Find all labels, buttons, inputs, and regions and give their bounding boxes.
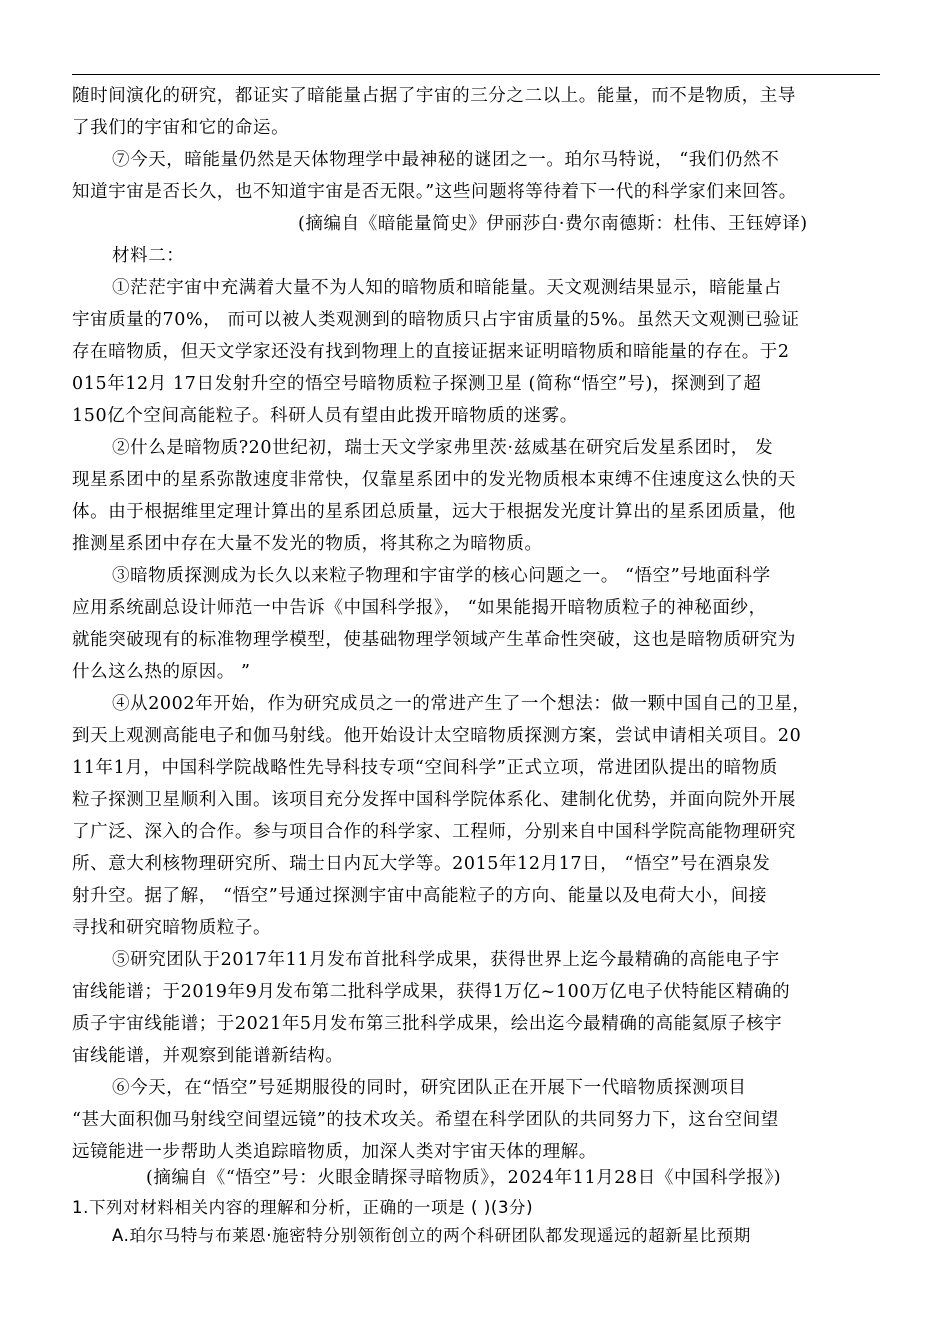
text-line: 到天上观测高能电子和伽马射线。他开始设计太空暗物质探测方案，尝试申请相关项目。20 (72, 726, 802, 746)
text-line: 什么这么热的原因。 ” (72, 662, 251, 682)
header-rule (72, 74, 880, 75)
text-line: 宙线能谱；于2019年9月发布第二批科学成果，获得1万亿~100万亿电子伏特能区精确的 (72, 982, 791, 1002)
question-1-option-a: A.珀尔马特与布莱恩·施密特分别领衔创立的两个科研团队都发现遥远的超新星比预期 (112, 1226, 751, 1245)
text-line: 存在暗物质，但天文学家还没有找到物理上的直接证据来证明暗物质和暗能量的存在。于2 (72, 342, 790, 362)
paragraph-3-line: ③暗物质探测成为长久以来粒子物理和宇宙学的核心问题之一。 “悟空”号地面科学 (112, 566, 771, 586)
text-line: 11年1月，中国科学院战略性先导科技专项“空间科学”正式立项，常进团队提出的暗物质 (72, 758, 778, 778)
text-line: 就能突破现有的标准物理学模型，使基础物理学领域产生革命性突破，这也是暗物质研究为 (72, 630, 796, 650)
text-line: 所、意大利核物理研究所、瑞士日内瓦大学等。2015年12月17日， “悟空”号在酒泉发 (72, 854, 771, 874)
text-line: 015年12月 17日发射升空的悟空号暗物质粒子探测卫星 (简称“悟空”号)，探测到了超 (72, 374, 762, 394)
text-line: 粒子探测卫星顺利入围。该项目充分发挥中国科学院体系化、建制化优势，并面向院外开展 (72, 790, 796, 810)
paragraph-5-line: ⑤研究团队于2017年11月发布首批科学成果，获得世界上迄今最精确的高能电子宇 (112, 950, 780, 970)
paragraph-1-line: ①茫茫宇宙中充满着大量不为人知的暗物质和暗能量。天文观测结果显示，暗能量占 (112, 278, 782, 298)
source-citation-2: (摘编自《“悟空”号：火眼金睛探寻暗物质》，2024年11月28日《中国科学报》) (146, 1168, 782, 1188)
text-line: “甚大面积伽马射线空间望远镜”的技术攻关。希望在科学团队的共同努力下，这台空间望 (72, 1110, 779, 1130)
paragraph-7-line: ⑦今天，暗能量仍然是天体物理学中最神秘的谜团之一。珀尔马特说， “我们仍然不 (112, 150, 780, 170)
text-line: 了广泛、深入的合作。参与项目合作的科学家、工程师，分别来自中国科学院高能物理研究 (72, 822, 796, 842)
text-line: 射升空。据了解， “悟空”号通过探测宇宙中高能粒子的方向、能量以及电荷大小，间接 (72, 886, 767, 906)
text-line: 150亿个空间高能粒子。科研人员有望由此拨开暗物质的迷雾。 (72, 406, 578, 426)
text-line: 知道宇宙是否长久，也不知道宇宙是否无限。”这些问题将等待着下一代的科学家们来回答。 (72, 182, 797, 202)
material-2-heading: 材料二： (112, 246, 185, 266)
text-line: 寻找和研究暗物质粒子。 (72, 918, 272, 938)
text-line: 推测星系团中存在大量不发光的物质，将其称之为暗物质。 (72, 534, 543, 554)
text-line: 远镜能进一步帮助人类追踪暗物质，加深人类对宇宙天体的理解。 (72, 1142, 597, 1162)
question-1: 1.下列对材料相关内容的理解和分析，正确的一项是 ( )(3分) (72, 1198, 534, 1217)
text-line: 了我们的宇宙和它的命运。 (72, 118, 290, 138)
text-line: 宇宙质量的70%， 而可以被人类观测到的暗物质只占宇宙质量的5%。虽然天文观测已验证 (72, 310, 800, 330)
text-line: 宙线能谱，并观察到能谱新结构。 (72, 1046, 344, 1066)
text-line: 随时间演化的研究，都证实了暗能量占据了宇宙的三分之二以上。能量，而不是物质，主导 (72, 86, 796, 106)
paragraph-6-line: ⑥今天，在“悟空”号延期服役的同时，研究团队正在开展下一代暗物质探测项目 (112, 1078, 747, 1098)
document-page (72, 0, 882, 1343)
text-line: 体。由于根据维里定理计算出的星系团总质量，远大于根据发光度计算出的星系团质量，他 (72, 502, 796, 522)
source-citation-1: (摘编自《暗能量简史》伊丽莎白·费尔南德斯：杜伟、王钰婷译) (298, 214, 808, 234)
text-line: 应用系统副总设计师范一中告诉《中国科学报》， “如果能揭开暗物质粒子的神秘面纱， (72, 598, 767, 618)
paragraph-2-line: ②什么是暗物质?20世纪初，瑞士天文学家弗里茨·兹威基在研究后发星系团时， 发 (112, 438, 774, 458)
text-line: 现星系团中的星系弥散速度非常快，仅靠星系团中的发光物质根本束缚不住速度这么快的天 (72, 470, 796, 490)
text-line: 质子宇宙线能谱；于2021年5月发布第三批科学成果，绘出迄今最精确的高能氦原子核宇 (72, 1014, 783, 1034)
paragraph-4-line: ④从2002年开始，作为研究成员之一的常进产生了一个想法：做一颗中国自己的卫星， (112, 694, 811, 714)
